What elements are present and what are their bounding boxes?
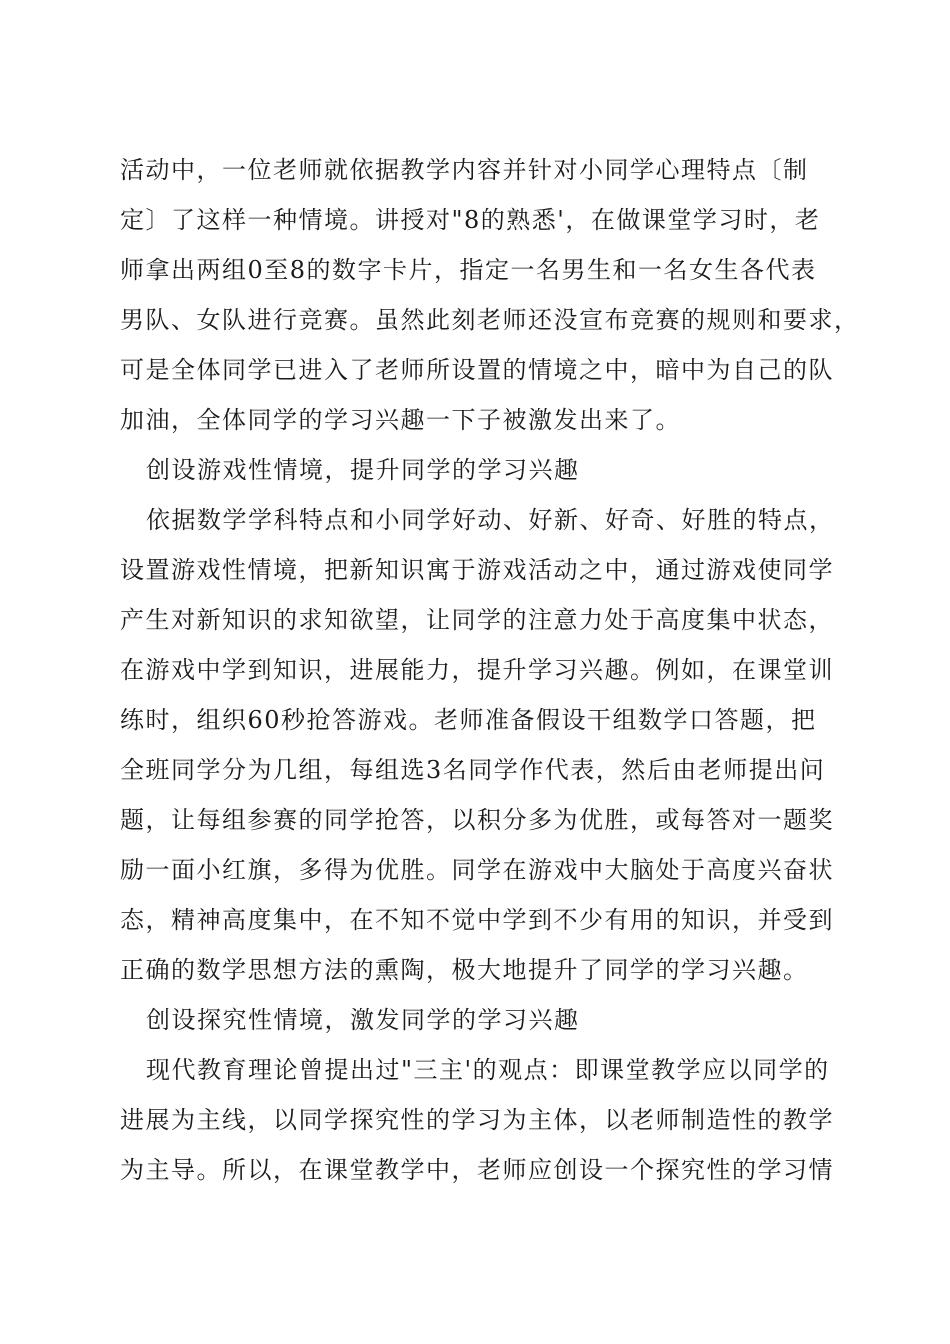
paragraph-line: 活动中，一位老师就依据教学内容并针对小同学心理特点〔制 — [120, 156, 809, 184]
paragraph-line: 态，精神高度集中，在不知不觉中学到不少有用的知识，并受到 — [120, 906, 834, 934]
paragraph-line: 全班同学分为几组，每组选3名同学作代表，然后由老师提出问 — [120, 756, 826, 784]
section-heading: 创设探究性情境，激发同学的学习兴趣 — [146, 1006, 580, 1034]
paragraph-line: 题，让每组参赛的同学抢答，以积分多为优胜，或每答对一题奖 — [120, 806, 834, 834]
paragraph-line: 励一面小红旗，多得为优胜。同学在游戏中大脑处于高度兴奋状 — [120, 856, 834, 884]
paragraph-line: 正确的数学思想方法的熏陶，极大地提升了同学的学习兴趣。 — [120, 956, 809, 984]
paragraph-line: 产生对新知识的求知欲望，让同学的注意力处于高度集中状态， — [120, 606, 834, 634]
paragraph-line: 为主导。所以，在课堂教学中，老师应创设一个探究性的学习情 — [120, 1156, 834, 1184]
paragraph-line: 定〕了这样一种情境。讲授对"8的熟悉'，在做课堂学习时，老 — [120, 206, 821, 234]
paragraph-line: 现代教育理论曾提出过"三主'的观点：即课堂教学应以同学的 — [146, 1056, 830, 1084]
paragraph-line: 师拿出两组0至8的数字卡片，指定一名男生和一名女生各代表 — [120, 256, 817, 284]
paragraph-line: 练时，组织60秒抢答游戏。老师准备假设干组数学口答题，把 — [120, 706, 817, 734]
paragraph-line: 可是全体同学已进入了老师所设置的情境之中，暗中为自己的队 — [120, 356, 834, 384]
document-body — [120, 145, 860, 1195]
paragraph-line: 进展为主线，以同学探究性的学习为主体，以老师制造性的教学 — [120, 1106, 834, 1134]
paragraph-line: 在游戏中学到知识，进展能力，提升学习兴趣。例如，在课堂训 — [120, 656, 834, 684]
paragraph-line: 依据数学学科特点和小同学好动、好新、好奇、好胜的特点， — [146, 506, 835, 534]
paragraph-line: 男队、女队进行竞赛。虽然此刻老师还没宣布竞赛的规则和要求， — [120, 306, 860, 334]
paragraph-line: 加油，全体同学的学习兴趣一下子被激发出来了。 — [120, 406, 681, 434]
paragraph-line: 设置游戏性情境，把新知识寓于游戏活动之中，通过游戏使同学 — [120, 556, 834, 584]
section-heading: 创设游戏性情境，提升同学的学习兴趣 — [146, 456, 580, 484]
